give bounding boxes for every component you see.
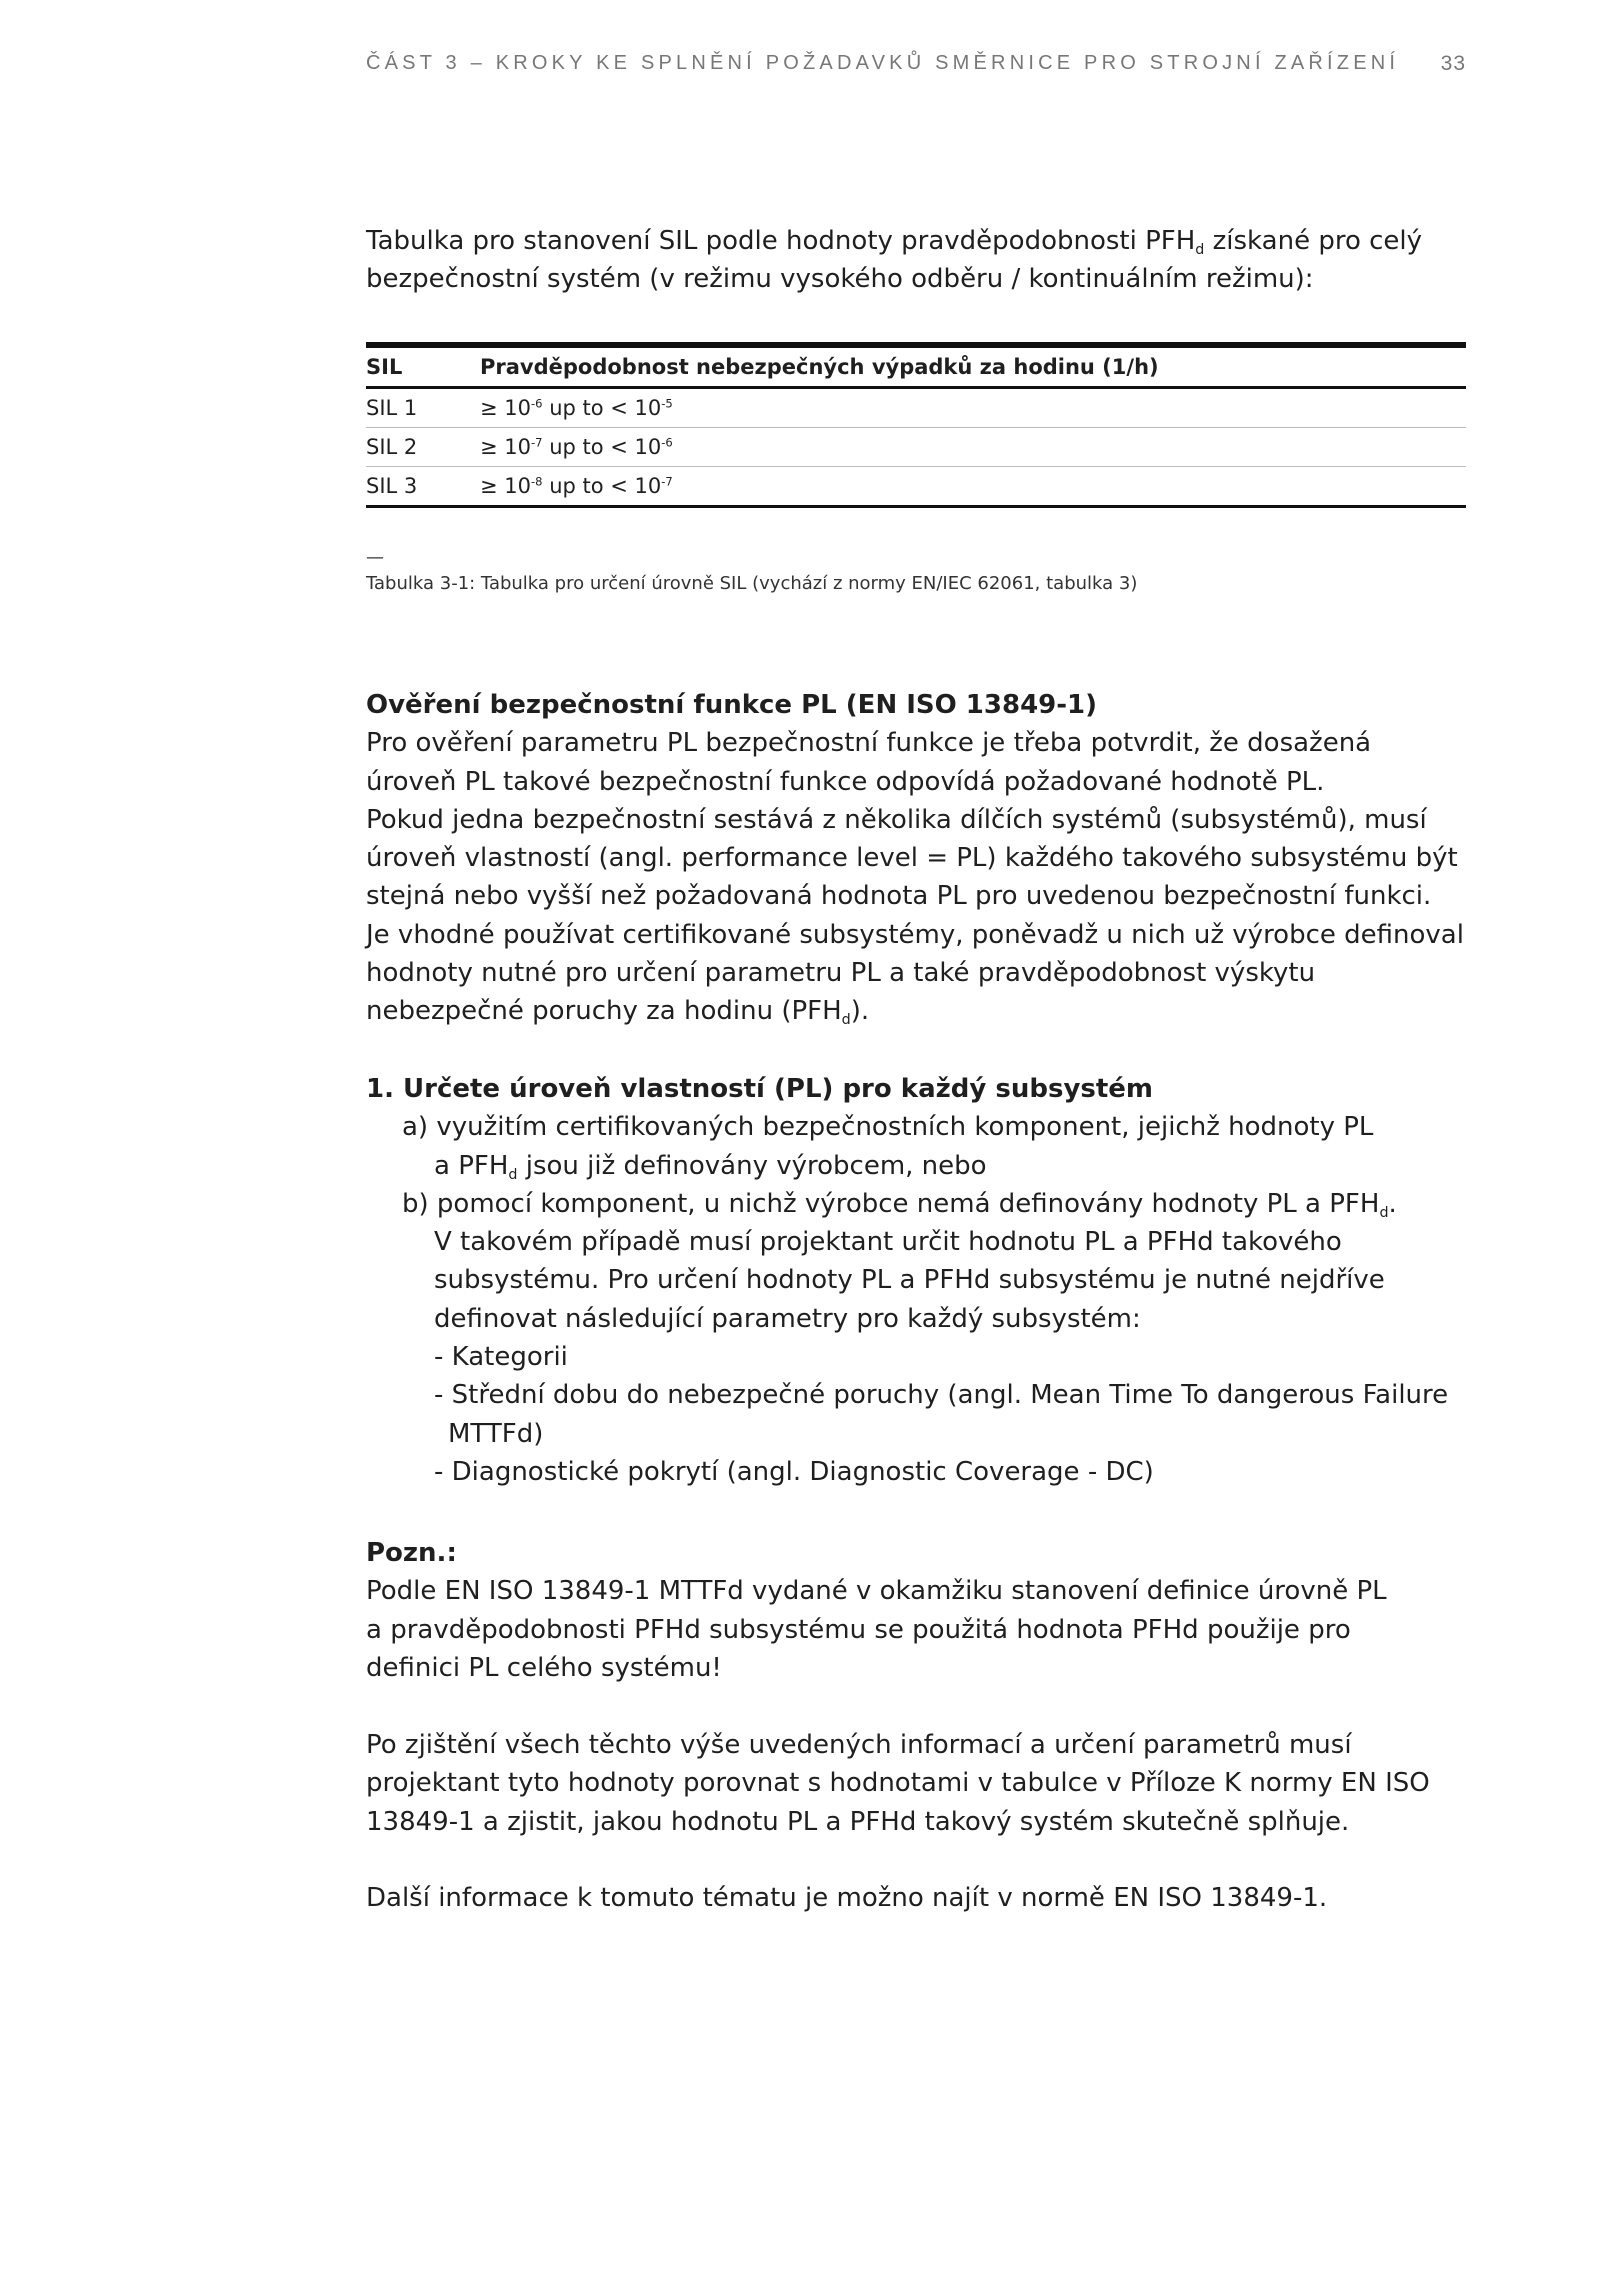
page-header <box>366 52 1466 84</box>
summary-line: 13849-1 a zjistit, jakou hodnotu PL a PFHd takový systém skutečně splňuje. <box>366 1806 1350 1837</box>
caption-text: Tabulka 3-1: Tabulka pro určení úrovně SIL (vychází z normy EN/IEC 62061, tabulka 3) <box>366 573 1138 594</box>
section-line: Je vhodné používat certifikované subsystémy, poněvadž u nich už výrobce definoval <box>366 919 1464 950</box>
further-info-line: Další informace k tomuto tématu je možno najít v normě EN ISO 13849-1. <box>366 1883 1328 1913</box>
section-line: stejná nebo vyšší než požadovaná hodnota PL pro uvedenou bezpečnostní funkci. <box>366 881 1432 912</box>
section-line: úroveň vlastností (angl. performance level = PL) každého takového subsystému být <box>366 843 1458 874</box>
page-number: 33 <box>1440 52 1466 75</box>
column-header-sil: SIL <box>366 355 403 379</box>
cell-sil: SIL 2 <box>366 428 480 467</box>
caption-dash: — <box>366 547 384 568</box>
cell-probability: ≥ $10^{-6}$ up to < $10^{-5}$ <box>480 388 1466 428</box>
list-item-b-line: - Diagnostické pokrytí (angl. Diagnostic Coverage - DC) <box>434 1456 1154 1487</box>
cell-probability: ≥ $10^{-8}$ up to < $10^{-7}$ <box>480 467 1466 507</box>
summary-paragraph <box>366 1726 1466 1841</box>
note-block <box>366 1534 1466 1687</box>
section-line: hodnoty nutné pro určení parametru PL a také pravděpodobnost výskytu <box>366 958 1316 989</box>
section-line: nebezpečné poruchy za hodinu $(PFH_d)$. <box>366 996 870 1029</box>
further-info-paragraph <box>366 1879 1466 1917</box>
chapter-title: ČÁST 3 – KROKY KE SPLNĚNÍ POŽADAVKŮ SMĚRNICE PRO STROJNÍ ZAŘÍZENÍ <box>366 52 1400 74</box>
summary-line: Po zjištění všech těchto výše uvedených informací a určení parametrů musí <box>366 1730 1352 1760</box>
table-header-row <box>366 345 1466 388</box>
intro-paragraph <box>366 222 1466 299</box>
table-caption <box>366 545 1137 597</box>
intro-line-1: Tabulka pro stanovení SIL podle hodnoty pravděpodobnosti $PFH_d$ získané pro celý <box>366 226 1423 258</box>
note-line: Podle EN ISO 13849-1 MTTFd vydané v okamžiku stanovení definice úrovně PL <box>366 1576 1387 1607</box>
list-item-b-line: MTTFd) <box>448 1418 544 1449</box>
table-row <box>366 428 1466 467</box>
note-label: Pozn.: <box>366 1538 457 1568</box>
steps-list <box>366 1070 1466 1491</box>
section-line: Pro ověření parametru PL bezpečnostní funkce je třeba potvrdit, že dosažená <box>366 728 1372 759</box>
list-item-b-line: subsystému. Pro určení hodnoty PL a PFHd subsystému je nutné nejdříve <box>434 1265 1385 1296</box>
section-line: úroveň PL takové bezpečnostní funkce odpovídá požadované hodnotě PL. <box>366 766 1325 797</box>
list-item-b-line: definovat následující parametry pro každý subsystém: <box>434 1303 1141 1334</box>
cell-probability: ≥ $10^{-7}$ up to < $10^{-6}$ <box>480 428 1466 467</box>
note-line: a pravděpodobnosti PFHd subsystému se použitá hodnota PFHd použije pro <box>366 1614 1351 1645</box>
list-item-a-cont: a $PFH_d$ jsou již definovány výrobcem, nebo <box>434 1150 987 1183</box>
cell-sil: SIL 1 <box>366 388 480 428</box>
list-item-a: a) využitím certifikovaných bezpečnostních komponent, jejichž hodnoty PL <box>402 1112 1374 1143</box>
sil-table <box>366 342 1466 508</box>
section-heading: Ověření bezpečnostní funkce PL (EN ISO 13849-1) <box>366 690 1098 720</box>
table-row <box>366 467 1466 507</box>
column-header-probability: Pravděpodobnost nebezpečných výpadků za hodinu (1/h) <box>480 355 1159 379</box>
intro-line-2: bezpečnostní systém (v režimu vysokého odběru / kontinuálním režimu): <box>366 264 1314 295</box>
list-item-b: b) pomocí komponent, u nichž výrobce nemá definovány hodnoty PL a $PFH_d$. <box>402 1188 1397 1221</box>
list-item-1: 1. Určete úroveň vlastností (PL) pro každý subsystém <box>366 1074 1154 1104</box>
verification-section <box>366 686 1466 1031</box>
list-item-b-line: - Střední dobu do nebezpečné poruchy (angl. Mean Time To dangerous Failure <box>434 1380 1449 1411</box>
list-item-b-line: - Kategorii <box>434 1342 568 1373</box>
summary-line: projektant tyto hodnoty porovnat s hodnotami v tabulce v Příloze K normy EN ISO <box>366 1768 1430 1799</box>
list-item-b-line: V takovém případě musí projektant určit hodnotu PL a PFHd takového <box>434 1227 1342 1258</box>
note-line: definici PL celého systému! <box>366 1652 722 1683</box>
table-row <box>366 388 1466 428</box>
section-line: Pokud jedna bezpečnostní sestává z několika dílčích systémů (subsystémů), musí <box>366 804 1427 835</box>
cell-sil: SIL 3 <box>366 467 480 507</box>
